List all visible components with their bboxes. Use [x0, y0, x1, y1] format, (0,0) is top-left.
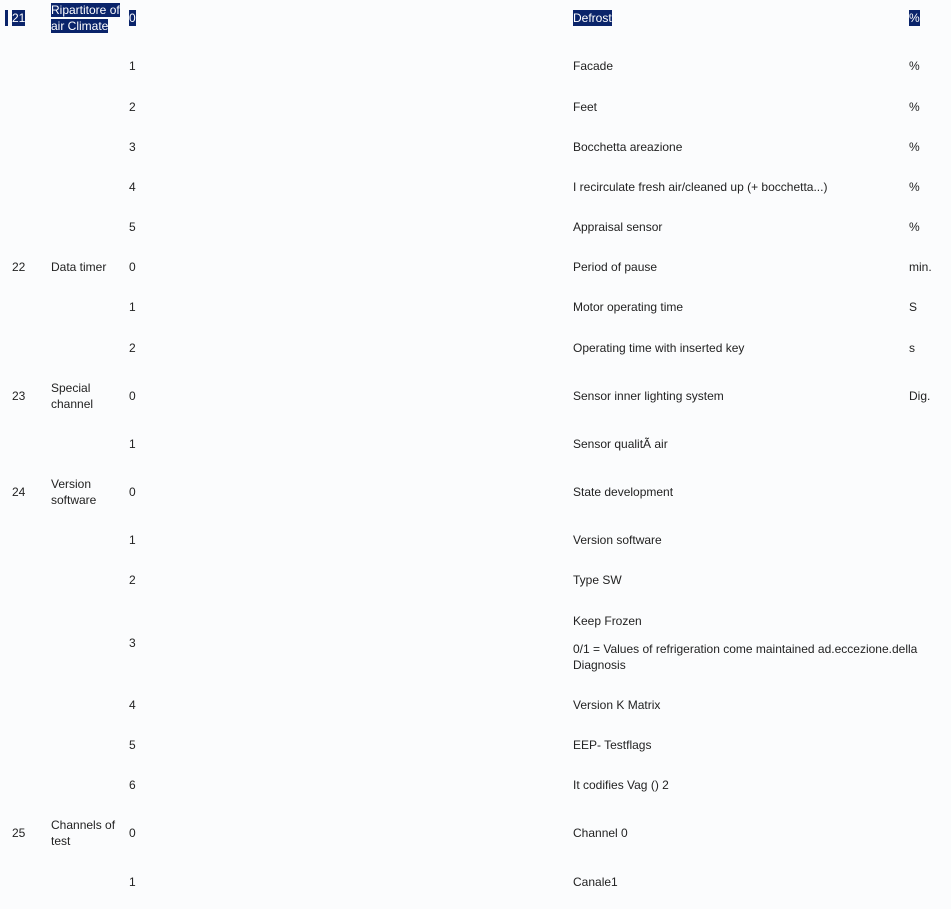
channel-index: 1	[129, 59, 136, 73]
channel-index: 3	[129, 140, 136, 154]
channel-description: I recirculate fresh air/cleaned up (+ bocchetta...)	[573, 180, 828, 194]
channel-description: Appraisal sensor	[573, 220, 663, 234]
channel-description: EEP- Testflags	[573, 738, 652, 752]
channel-index: 4	[129, 180, 136, 194]
channel-index: 4	[129, 698, 136, 712]
channel-description: Type SW	[573, 573, 622, 587]
channel-description: Canale1	[573, 875, 618, 889]
channel-description: Sensor inner lighting system	[573, 389, 724, 403]
channel-unit: %	[909, 59, 920, 73]
group-name-line2: software	[51, 493, 97, 507]
group-name-line1: Ripartitore of	[51, 3, 120, 17]
channel-description: Sensor qualitÃ air	[573, 437, 668, 451]
channel-index: 0	[129, 389, 136, 403]
group-name-line2: channel	[51, 397, 94, 411]
channel-unit[interactable]: %	[909, 11, 920, 25]
channel-unit: s	[909, 341, 915, 355]
channel-unit: %	[909, 140, 920, 154]
channel-index: 0	[129, 260, 136, 274]
group-name-line1: Version	[51, 477, 92, 491]
group-name-line2: test	[51, 834, 71, 848]
group-name	[51, 380, 129, 412]
group-number: 25	[12, 826, 26, 840]
channel-index: 5	[129, 738, 136, 752]
group-name	[51, 817, 129, 849]
channel-description: Keep Frozen	[573, 614, 642, 628]
group-name-line1: Special	[51, 381, 91, 395]
channel-description: Facade	[573, 59, 614, 73]
channel-unit: %	[909, 180, 920, 194]
channel-index: 5	[129, 220, 136, 234]
group-number: 22	[12, 260, 26, 274]
channel-index: 0	[129, 826, 136, 840]
group-name: Data timer	[51, 260, 107, 274]
channel-description: Channel 0	[573, 826, 628, 840]
group-name	[51, 476, 129, 508]
channel-description[interactable]: Defrost	[573, 11, 612, 25]
channel-unit: %	[909, 220, 920, 234]
channel-index: 2	[129, 100, 136, 114]
group-name[interactable]	[51, 2, 129, 34]
channel-index: 1	[129, 437, 136, 451]
channel-index: 2	[129, 573, 136, 587]
channel-index: 6	[129, 778, 136, 792]
channel-index: 0	[129, 485, 136, 499]
selection-marker	[5, 10, 8, 26]
channel-note: 0/1 = Values of refrigeration come maintained ad.eccezione.della Diagnosis	[573, 642, 918, 672]
channel-description: Motor operating time	[573, 300, 684, 314]
channel-description: Operating time with inserted key	[573, 341, 745, 355]
group-name-line2: air Climate	[51, 19, 109, 33]
channel-description: Version software	[573, 533, 662, 547]
group-number: 23	[12, 389, 26, 403]
group-name-line1: Channels of	[51, 818, 116, 832]
channel-unit: min.	[909, 260, 932, 274]
channel-index[interactable]: 0	[129, 11, 136, 25]
channel-description: Feet	[573, 100, 598, 114]
channel-description: State development	[573, 485, 674, 499]
channel-index: 3	[129, 636, 136, 650]
channel-index: 1	[129, 875, 136, 889]
channel-description: Period of pause	[573, 260, 658, 274]
channel-description: Bocchetta areazione	[573, 140, 683, 154]
channel-unit: %	[909, 100, 920, 114]
channel-index: 1	[129, 533, 136, 547]
channel-unit: Dig.	[909, 389, 931, 403]
channel-index: 2	[129, 341, 136, 355]
channel-description: Version K Matrix	[573, 698, 661, 712]
group-number: 24	[12, 485, 26, 499]
channel-description: It codifies Vag () 2	[573, 778, 669, 792]
channel-unit: S	[909, 300, 918, 314]
group-number[interactable]: 21	[12, 11, 26, 25]
channel-index: 1	[129, 300, 136, 314]
